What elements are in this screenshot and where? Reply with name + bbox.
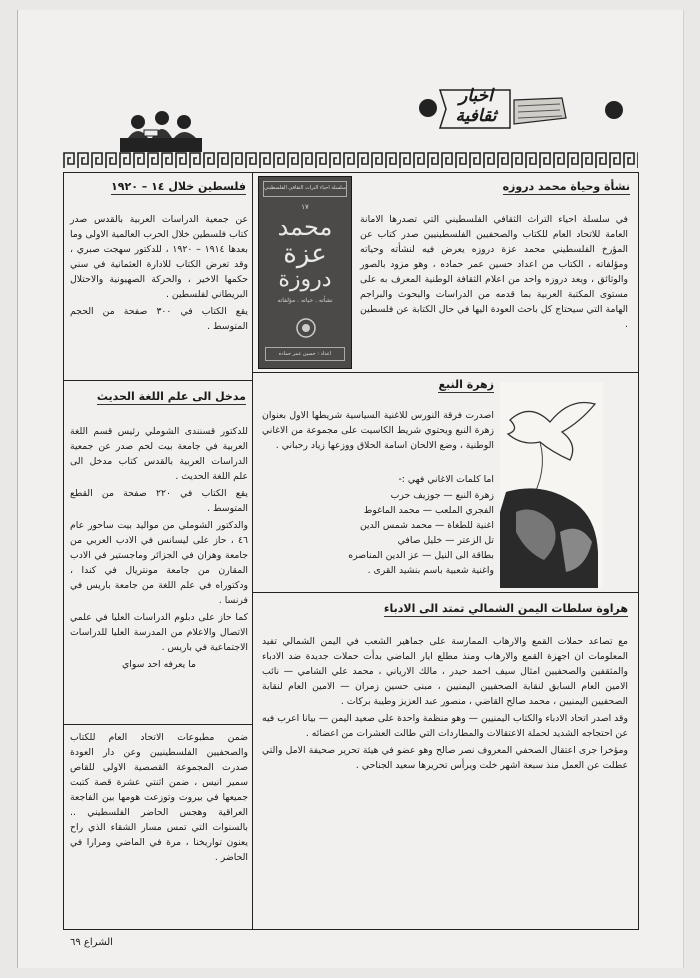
song-list [290,488,494,578]
linguistics-body-2: يقع الكتاب في ٢٢٠ صفحة من القطع المتوسط . [70,488,248,514]
left-separator-1 [63,380,253,381]
right-separator-2 [252,592,639,593]
reading-people-illustration [118,108,204,154]
song-item: زهرة النبع — جوزيف حرب [390,490,494,501]
linguistics-heading [70,390,246,405]
page-folio: الشراع ٦٩ [70,937,113,948]
column-divider [252,172,253,930]
right-separator-1 [252,372,639,373]
yemen-body-1: مع تصاعد حملات القمع والارهاب الممارسة على جماهير الشعب في اليمن الشمالي تفيد المعلومات ان اجهزة القمع والارهاب ومنذ مطلع ايار الماضي بدأت حملات جديدة ضد الادباء والمثقفين والصحفيين امثال سيف احمد حيدر ، مالك الارياني ، محمد علي الشامي — نائب الامين العام السابق لنقابة الصحفيين اليمنيين ، مبنى حسين زمران — الامين العام لنقابة الصحفيين اليمنيين ، محمد صالح القاضي ، منصور عبد العزيز وطيبة بركات . [262,636,628,707]
banner-title-line1: اخبار [459,86,493,106]
book-number: ١٧ [301,203,309,211]
book-name-line2: عزة [283,239,327,269]
song-item: واغنية شعبية باسم بنشيد القرى . [367,565,494,576]
book-emblem-icon [295,317,317,339]
yemen-title: هراوة سلطات اليمن الشمالي تمتد الى الادباء [383,602,628,615]
section-banner [410,78,570,138]
collection-body: ضمن مطبوعات الاتحاد العام للكتاب والصحفيين الفلسطينيين وعن دار العودة صدرت المجموعة القصصية الاولى للقاص سمير انيس ، ضمن اثنتي عشرة قصة كتبت جميعها في بيروت وتوزعت هومها بين الفاجعة العراقية وهجس الحاضر الفلسطيني .. بالسنوات التي تمس مسار الشقاء الذي راح يعنون تواريخنا ، مرة في الماضي ومرارا في الحاضر . [70,732,248,863]
book-author: اعداد : حسين عمر حماده [265,347,345,361]
song-item: الفجري الملعب — محمد الماغوط [363,505,494,516]
nabaa-intro: اصدرت فرقة النورس للاغنية السياسية شريطها الاول بعنوان زهرة النبع ويحتوي شريط الكاسيت على مجموعة من الاغاني الوطنية ، وضع الالحان اسامة الحلاق ووزعها زياد رحباني . [262,410,494,451]
linguistics-closing: ما يعرفه احد سواي [122,659,196,670]
darwaza-title: نشأة وحياة محمد دروزه [502,180,630,193]
yemen-heading [262,602,628,617]
nabaa-lyrics-heading: اما كلمات الاغاني فهي :- [398,474,494,485]
left-separator-2 [63,724,253,725]
palestine-title: فلسطين خلال ١٤ – ١٩٢٠ [111,180,246,193]
palestine-body-1: عن جمعية الدراسات العربية بالقدس صدر كتاب فلسطين خلال الحرب العالمية الاولى وما بعدها ١٩١٤ – ١٩٢٠ ، للدكتور سهجت صبري ، وقد تعرض الكتاب للادارة العثمانية في سني حكمها الاخير ، والحركة الصهيونية والاحتلال البريطاني لفلسطين . [70,214,249,300]
darwaza-body: في سلسلة احياء التراث الثقافي الفلسطيني التي تصدرها الامانة العامة للاتحاد العام للكتاب والصحفيين الفلسطينيين صدر كتاب عن المؤرخ الفلسطيني محمد عزة دروزه يعرض فيه لنشأته وحياته ومؤلفاته ، الكتاب من اعداد حسين عمر حماده ، وهو مزود بالصور والوثائق ، ويعد دروزه واحد من اعلام الثقافة الوطنية المعرف به على مستوى المكتبة العربية بما قدمه من الدراسات والبحوث والبراجم الهامة التي سيحتاج كل باحث العودة اليها في حال الكتابة عن فلسطين . [360,214,628,330]
banner-dot-right [602,98,626,122]
yemen-body-3: ومؤخرا جرى اعتقال الصحفي المعروف نصر صالح وهو عضو في هيئة تحرير صحيفة الامل والتي عطلت عن العمل منذ سبعة اشهر خلت ويرأس تحريرها سعيد الجناحي . [262,745,628,771]
linguistics-body-4: كما حاز على دبلوم الدراسات العليا في علمي الاتصال والاعلام من المدرسة العليا للدراسات الاجتماعية في باريس . [70,612,248,653]
song-item: بطاقة الى النيل — عز الدين المناصره [348,550,494,561]
linguistics-title: مدخل الى علم اللغة الحديث [96,390,246,403]
dove-illustration [500,382,603,588]
palestine-text [70,212,248,336]
yemen-body-2: وقد اصدر اتحاد الادباء والكتاب اليمنيين — وهو منظمة واحدة على صعيد اليمن — بيانا اعرب فيه عن احتجاجه الشديد لحملة الاعتقالات والمطاردات التي طالت العشرات من اعضائه . [262,713,628,739]
book-cover [258,176,352,369]
linguistics-body-3: والدكتور الشوملي من مواليد بيت ساحور عام ٤٦ ، حاز على ليسانس في الادب العربي من جامعة وهران في الجزائر وماجستير في الادب المقارن من جامعة مونتريال في كندا ، ودكتوراه في علم اللغة من جامعة باريس في فرنسا . [70,520,248,606]
yemen-text [262,634,628,775]
song-item: تل الزعتر — خليل صافي [397,535,494,546]
book-subtitle: نشأته . حياته . مؤلفاته [277,297,333,304]
nabaa-heading [262,378,494,393]
palestine-body-2: يقع الكتاب في ٣٠٠ صفحة من الحجم المتوسط . [70,306,248,332]
greek-key-border [63,150,638,170]
nabaa-title: زهرة النبع [438,378,494,391]
palestine-heading [70,180,246,195]
book-name-line1: محمد [277,213,333,241]
book-series: سلسلة احياء التراث الثقافي الفلسطيني [263,181,347,197]
linguistics-text [70,424,248,674]
book-name-line3: دروزة [278,267,332,292]
banner-title-line2: ثقافية [455,106,497,126]
darwaza-heading [360,180,630,195]
song-item: اغنية للطغاة — محمد شمس الدين [359,520,494,531]
linguistics-body-1: للدكتور قسنندى الشوملي رئيس قسم اللغة العربية في جامعة بيت لحم صدر عن جمعية الدراسات العربية بالقدس كتاب مدخل الى علم اللغة الحديث . [70,426,248,482]
